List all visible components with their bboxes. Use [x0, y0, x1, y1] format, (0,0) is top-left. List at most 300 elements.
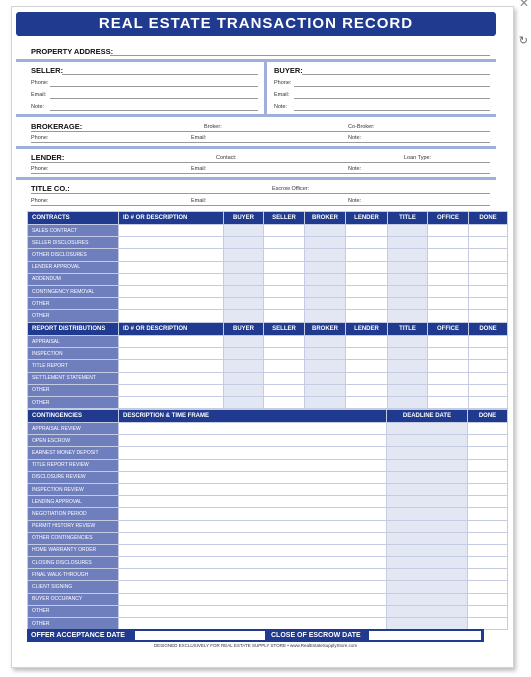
table-cell[interactable] — [388, 273, 428, 285]
lender-contact-label: Contact: — [216, 155, 237, 161]
table-cell[interactable] — [346, 249, 388, 261]
table-cell[interactable] — [387, 532, 468, 544]
table-cell[interactable] — [119, 336, 224, 348]
form-title: REAL ESTATE TRANSACTION RECORD — [16, 12, 496, 36]
table-cell[interactable] — [346, 310, 388, 322]
separator — [16, 146, 496, 149]
buyer-line[interactable] — [302, 74, 490, 75]
brokerage-note-label: Note: — [348, 135, 362, 141]
row-label: LENDER APPROVAL — [28, 261, 119, 273]
cobroker-label: Co-Broker: — [348, 124, 375, 130]
table-cell[interactable] — [305, 225, 346, 237]
table-cell[interactable] — [305, 372, 346, 384]
offer-acceptance-field[interactable] — [135, 631, 265, 640]
table-row — [28, 471, 508, 483]
table-cell[interactable] — [119, 372, 224, 384]
table-cell[interactable] — [388, 360, 428, 372]
loan-type-label: Loan Type: — [404, 155, 432, 161]
table-cell[interactable] — [428, 298, 469, 310]
brokerage-label: BROKERAGE: — [31, 122, 83, 131]
column-header: BROKER — [305, 323, 346, 336]
table-cell[interactable] — [119, 225, 224, 237]
seller-email-label: Email: — [31, 92, 47, 98]
seller-note-label: Note: — [31, 104, 45, 110]
table-cell[interactable] — [468, 447, 508, 459]
table-cell[interactable] — [388, 298, 428, 310]
row-label: OTHER — [28, 384, 119, 396]
table-cell[interactable] — [346, 336, 388, 348]
property-address-label: PROPERTY ADDRESS: — [31, 47, 114, 56]
column-header: DONE — [469, 212, 508, 225]
row-label: EARNEST MONEY DEPOSIT — [28, 447, 119, 459]
table-cell[interactable] — [119, 384, 224, 396]
table-row — [28, 360, 508, 372]
table-cell[interactable] — [305, 249, 346, 261]
title-co-line[interactable] — [31, 193, 490, 194]
seller-email-line[interactable] — [50, 98, 258, 99]
contingencies-header: CONTINGENCIES — [28, 410, 119, 423]
table-row — [28, 423, 508, 435]
table-cell[interactable] — [224, 396, 264, 408]
table-cell[interactable] — [224, 237, 264, 249]
buyer-phone-line[interactable] — [294, 86, 490, 87]
table-cell[interactable] — [469, 249, 508, 261]
table-cell[interactable] — [428, 249, 469, 261]
seller-phone-label: Phone: — [31, 80, 49, 86]
separator — [16, 114, 496, 117]
footer-text: DESIGNED EXCLUSIVELY FOR REAL ESTATE SUPPLY STORE • www.RealEstateSupplyStore.com — [153, 643, 358, 648]
table-cell[interactable] — [119, 348, 224, 360]
table-cell[interactable] — [119, 605, 387, 617]
table-row — [28, 581, 508, 593]
row-label: LENDING APPROVAL — [28, 496, 119, 508]
reports-header-row — [28, 323, 508, 336]
table-cell[interactable] — [119, 285, 224, 297]
title-co-email-label: Email: — [191, 198, 207, 204]
table-cell[interactable] — [305, 310, 346, 322]
row-label: BUYER OCCUPANCY — [28, 593, 119, 605]
row-label: OTHER — [28, 618, 119, 630]
table-cell[interactable] — [305, 285, 346, 297]
table-cell[interactable] — [387, 593, 468, 605]
column-header: BROKER — [305, 212, 346, 225]
table-cell[interactable] — [119, 544, 387, 556]
table-cell[interactable] — [264, 336, 305, 348]
table-row — [28, 348, 508, 360]
table-cell[interactable] — [119, 423, 387, 435]
table-cell[interactable] — [469, 261, 508, 273]
table-cell[interactable] — [428, 237, 469, 249]
table-cell[interactable] — [388, 384, 428, 396]
buyer-email-line[interactable] — [294, 98, 490, 99]
close-escrow-label: CLOSE OF ESCROW DATE — [271, 632, 361, 639]
table-cell[interactable] — [387, 581, 468, 593]
separator — [16, 177, 496, 180]
row-label: DISCLOSURE REVIEW — [28, 471, 119, 483]
table-cell[interactable] — [119, 520, 387, 532]
column-header: DONE — [469, 323, 508, 336]
table-cell[interactable] — [428, 285, 469, 297]
row-label: OTHER — [28, 310, 119, 322]
table-cell[interactable] — [224, 360, 264, 372]
table-cell[interactable] — [264, 372, 305, 384]
buyer-email-label: Email: — [274, 92, 290, 98]
table-cell[interactable] — [468, 593, 508, 605]
table-cell[interactable] — [346, 298, 388, 310]
table-cell[interactable] — [469, 225, 508, 237]
table-cell[interactable] — [305, 261, 346, 273]
table-cell[interactable] — [264, 360, 305, 372]
table-row — [28, 237, 508, 249]
row-label: SELLER DISCLOSURES — [28, 237, 119, 249]
dates-bar — [27, 629, 484, 642]
seller-note-line[interactable] — [50, 110, 258, 111]
row-label: INSPECTION — [28, 348, 119, 360]
table-cell[interactable] — [468, 471, 508, 483]
table-cell[interactable] — [264, 225, 305, 237]
table-cell[interactable] — [388, 396, 428, 408]
column-header: LENDER — [346, 212, 388, 225]
row-label: SALES CONTRACT — [28, 225, 119, 237]
table-cell[interactable] — [264, 261, 305, 273]
table-cell[interactable] — [264, 273, 305, 285]
table-row — [28, 310, 508, 322]
table-cell[interactable] — [224, 372, 264, 384]
row-label: CLOSING DISCLOSURES — [28, 557, 119, 569]
row-label: PERMIT HISTORY REVIEW — [28, 520, 119, 532]
table-cell[interactable] — [346, 348, 388, 360]
table-cell[interactable] — [264, 249, 305, 261]
table-cell[interactable] — [387, 557, 468, 569]
table-cell[interactable] — [387, 544, 468, 556]
table-cell[interactable] — [264, 348, 305, 360]
table-cell[interactable] — [469, 372, 508, 384]
table-cell[interactable] — [264, 298, 305, 310]
table-row — [28, 508, 508, 520]
column-header: TITLE — [388, 323, 428, 336]
property-address-line[interactable] — [110, 55, 490, 56]
table-cell[interactable] — [119, 618, 387, 630]
table-cell[interactable] — [346, 372, 388, 384]
table-cell[interactable] — [224, 285, 264, 297]
table-cell[interactable] — [469, 336, 508, 348]
seller-phone-line[interactable] — [50, 86, 258, 87]
table-cell[interactable] — [346, 384, 388, 396]
table-row — [28, 447, 508, 459]
table-cell[interactable] — [387, 471, 468, 483]
table-cell[interactable] — [468, 508, 508, 520]
table-cell[interactable] — [346, 261, 388, 273]
table-cell[interactable] — [119, 273, 224, 285]
table-cell[interactable] — [387, 447, 468, 459]
table-cell[interactable] — [264, 310, 305, 322]
table-cell[interactable] — [468, 605, 508, 617]
table-row — [28, 459, 508, 471]
column-header: TITLE — [388, 212, 428, 225]
table-cell[interactable] — [305, 273, 346, 285]
close-icon[interactable]: ✕ — [518, 0, 529, 10]
table-cell[interactable] — [388, 225, 428, 237]
table-cell[interactable] — [428, 396, 469, 408]
table-cell[interactable] — [469, 237, 508, 249]
brokerage-contact-line[interactable] — [31, 142, 490, 143]
table-cell[interactable] — [468, 423, 508, 435]
table-cell[interactable] — [469, 348, 508, 360]
table-cell[interactable] — [119, 496, 387, 508]
separator — [16, 59, 496, 62]
row-label: INSPECTION REVIEW — [28, 483, 119, 495]
row-label: HOME WARRANTY ORDER — [28, 544, 119, 556]
table-cell[interactable] — [468, 459, 508, 471]
table-cell[interactable] — [119, 471, 387, 483]
table-cell[interactable] — [119, 310, 224, 322]
table-row — [28, 483, 508, 495]
table-cell[interactable] — [224, 336, 264, 348]
table-cell[interactable] — [224, 261, 264, 273]
table-cell[interactable] — [388, 285, 428, 297]
row-label: OTHER — [28, 298, 119, 310]
row-label: OTHER DISCLOSURES — [28, 249, 119, 261]
lender-contact-line[interactable] — [31, 173, 490, 174]
buyer-note-label: Note: — [274, 104, 288, 110]
table-cell[interactable] — [468, 496, 508, 508]
table-cell[interactable] — [119, 508, 387, 520]
table-cell[interactable] — [388, 261, 428, 273]
table-cell[interactable] — [387, 483, 468, 495]
table-cell[interactable] — [428, 261, 469, 273]
table-cell[interactable] — [119, 532, 387, 544]
table-cell[interactable] — [119, 483, 387, 495]
table-cell[interactable] — [305, 384, 346, 396]
table-cell[interactable] — [119, 459, 387, 471]
table-cell[interactable] — [224, 384, 264, 396]
table-cell[interactable] — [387, 423, 468, 435]
table-cell[interactable] — [428, 336, 469, 348]
title-co-contact-line[interactable] — [31, 205, 490, 206]
table-cell[interactable] — [387, 569, 468, 581]
table-row — [28, 557, 508, 569]
table-cell[interactable] — [387, 508, 468, 520]
table-cell[interactable] — [224, 348, 264, 360]
contracts-table — [27, 211, 508, 323]
seller-line[interactable] — [62, 74, 258, 75]
brokerage-email-label: Email: — [191, 135, 207, 141]
column-header: DEADLINE DATE — [387, 410, 468, 423]
table-cell[interactable] — [119, 298, 224, 310]
table-cell[interactable] — [119, 396, 224, 408]
column-separator — [264, 62, 267, 114]
table-cell[interactable] — [469, 310, 508, 322]
table-cell[interactable] — [468, 569, 508, 581]
lender-label: LENDER: — [31, 153, 65, 162]
table-cell[interactable] — [346, 396, 388, 408]
table-cell[interactable] — [388, 336, 428, 348]
table-row — [28, 593, 508, 605]
table-cell[interactable] — [264, 237, 305, 249]
table-row — [28, 273, 508, 285]
lender-line[interactable] — [31, 162, 490, 163]
table-cell[interactable] — [119, 581, 387, 593]
column-header: SELLER — [264, 212, 305, 225]
row-label: TITLE REPORT — [28, 360, 119, 372]
row-label: OTHER CONTINGENCIES — [28, 532, 119, 544]
table-cell[interactable] — [388, 348, 428, 360]
table-cell[interactable] — [119, 261, 224, 273]
row-label: FINAL WALK-THROUGH — [28, 569, 119, 581]
column-header: OFFICE — [428, 212, 469, 225]
table-cell[interactable] — [428, 384, 469, 396]
table-cell[interactable] — [119, 557, 387, 569]
column-header: DESCRIPTION & TIME FRAME — [119, 410, 387, 423]
reports-header: REPORT DISTRIBUTIONS — [28, 323, 119, 336]
title-co-phone-label: Phone: — [31, 198, 49, 204]
table-cell[interactable] — [469, 396, 508, 408]
table-cell[interactable] — [224, 249, 264, 261]
table-cell[interactable] — [387, 605, 468, 617]
table-row — [28, 249, 508, 261]
table-row — [28, 225, 508, 237]
contracts-header-row — [28, 212, 508, 225]
table-cell[interactable] — [305, 237, 346, 249]
row-label: APPRAISAL — [28, 336, 119, 348]
table-cell[interactable] — [119, 249, 224, 261]
table-cell[interactable] — [346, 273, 388, 285]
table-cell[interactable] — [264, 384, 305, 396]
lender-email-label: Email: — [191, 166, 207, 172]
row-label: NEGOTIATION PERIOD — [28, 508, 119, 520]
title-co-note-label: Note: — [348, 198, 362, 204]
row-label: CONTINGENCY REMOVAL — [28, 285, 119, 297]
table-cell[interactable] — [468, 544, 508, 556]
table-cell[interactable] — [305, 298, 346, 310]
table-cell[interactable] — [428, 348, 469, 360]
table-cell[interactable] — [346, 360, 388, 372]
table-cell[interactable] — [387, 459, 468, 471]
table-cell[interactable] — [224, 310, 264, 322]
row-label: SETTLEMENT STATEMENT — [28, 372, 119, 384]
table-cell[interactable] — [224, 273, 264, 285]
column-header: DONE — [468, 410, 508, 423]
table-cell[interactable] — [469, 273, 508, 285]
row-label: APPRAISAL REVIEW — [28, 423, 119, 435]
contracts-header: CONTRACTS — [28, 212, 119, 225]
table-cell[interactable] — [119, 593, 387, 605]
table-cell[interactable] — [224, 298, 264, 310]
row-label: OPEN ESCROW — [28, 435, 119, 447]
table-row — [28, 496, 508, 508]
table-cell[interactable] — [119, 237, 224, 249]
table-cell[interactable] — [305, 396, 346, 408]
title-co-label: TITLE CO.: — [31, 184, 70, 193]
table-cell[interactable] — [428, 310, 469, 322]
buyer-phone-label: Phone: — [274, 80, 292, 86]
offer-acceptance-label: OFFER ACCEPTANCE DATE — [31, 632, 125, 639]
row-label: CLIENT SIGNING — [28, 581, 119, 593]
column-header: ID # OR DESCRIPTION — [119, 212, 224, 225]
table-cell[interactable] — [119, 569, 387, 581]
table-cell[interactable] — [428, 360, 469, 372]
table-cell[interactable] — [469, 285, 508, 297]
table-cell[interactable] — [428, 273, 469, 285]
table-row — [28, 569, 508, 581]
table-cell[interactable] — [428, 225, 469, 237]
table-cell[interactable] — [388, 310, 428, 322]
table-cell[interactable] — [468, 520, 508, 532]
table-row — [28, 298, 508, 310]
escrow-officer-label: Escrow Officer: — [272, 186, 310, 192]
table-cell[interactable] — [468, 435, 508, 447]
table-row — [28, 435, 508, 447]
row-label: OTHER — [28, 605, 119, 617]
lender-note-label: Note: — [348, 166, 362, 172]
table-cell[interactable] — [119, 447, 387, 459]
table-cell[interactable] — [119, 360, 224, 372]
table-cell[interactable] — [305, 348, 346, 360]
table-cell[interactable] — [224, 225, 264, 237]
table-cell[interactable] — [428, 372, 469, 384]
table-row — [28, 384, 508, 396]
table-row — [28, 261, 508, 273]
table-row — [28, 544, 508, 556]
table-cell[interactable] — [305, 360, 346, 372]
table-cell[interactable] — [119, 435, 387, 447]
table-cell[interactable] — [346, 225, 388, 237]
brokerage-phone-label: Phone: — [31, 135, 49, 141]
row-label: OTHER — [28, 396, 119, 408]
table-cell[interactable] — [388, 237, 428, 249]
contingencies-header-row — [28, 410, 508, 423]
table-cell[interactable] — [387, 435, 468, 447]
table-row — [28, 605, 508, 617]
table-cell[interactable] — [469, 384, 508, 396]
column-header: LENDER — [346, 323, 388, 336]
table-cell[interactable] — [468, 532, 508, 544]
column-header: BUYER — [224, 212, 264, 225]
column-header: SELLER — [264, 323, 305, 336]
table-cell[interactable] — [469, 298, 508, 310]
table-row — [28, 396, 508, 408]
buyer-label: BUYER: — [274, 66, 303, 75]
table-cell[interactable] — [469, 360, 508, 372]
table-cell[interactable] — [388, 372, 428, 384]
table-row — [28, 520, 508, 532]
table-cell[interactable] — [468, 618, 508, 630]
table-cell[interactable] — [468, 581, 508, 593]
close-escrow-field[interactable] — [369, 631, 481, 640]
row-label: TITLE REPORT REVIEW — [28, 459, 119, 471]
row-label: ADDENDUM — [28, 273, 119, 285]
table-cell[interactable] — [305, 336, 346, 348]
brokerage-line[interactable] — [31, 131, 490, 132]
refresh-icon[interactable]: ↻ — [518, 35, 528, 47]
table-cell[interactable] — [387, 496, 468, 508]
table-cell[interactable] — [346, 237, 388, 249]
column-header: OFFICE — [428, 323, 469, 336]
table-cell[interactable] — [468, 483, 508, 495]
table-cell[interactable] — [468, 557, 508, 569]
table-cell[interactable] — [387, 618, 468, 630]
table-cell[interactable] — [346, 285, 388, 297]
table-row — [28, 372, 508, 384]
table-cell[interactable] — [388, 249, 428, 261]
table-row — [28, 618, 508, 630]
table-cell[interactable] — [264, 285, 305, 297]
table-cell[interactable] — [264, 396, 305, 408]
seller-label: SELLER: — [31, 66, 64, 75]
column-header: ID # OR DESCRIPTION — [119, 323, 224, 336]
buyer-note-line[interactable] — [294, 110, 490, 111]
table-cell[interactable] — [387, 520, 468, 532]
